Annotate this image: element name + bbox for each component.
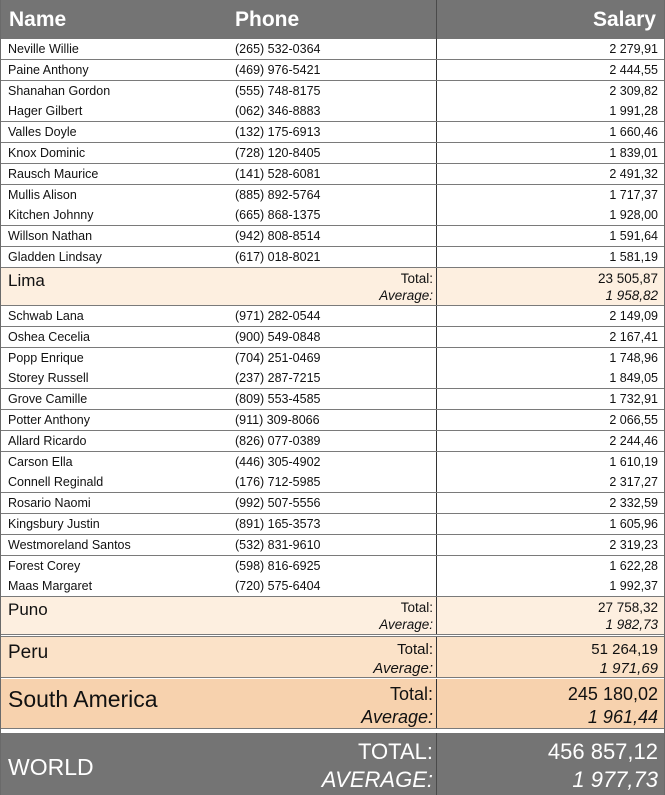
table-row bbox=[1, 535, 664, 556]
phone-cell[interactable]: (176) 712-5985 bbox=[235, 475, 321, 490]
salary-cell[interactable]: 2 309,82 bbox=[436, 81, 664, 101]
city-subtotal-row bbox=[1, 268, 664, 306]
salary-cell[interactable]: 2 167,41 bbox=[436, 327, 664, 347]
salary-cell[interactable]: 1 622,28 bbox=[436, 556, 664, 576]
name-cell[interactable]: Storey Russell bbox=[8, 371, 89, 386]
phone-cell[interactable]: (891) 165-3573 bbox=[235, 517, 321, 531]
name-cell[interactable]: Forest Corey bbox=[8, 558, 81, 573]
country-total-label: Total: bbox=[397, 641, 433, 658]
name-cell[interactable]: Schwab Lana bbox=[8, 309, 84, 323]
salary-cell[interactable]: 1 605,96 bbox=[436, 514, 664, 534]
salary-cell[interactable]: 1 849,05 bbox=[436, 368, 664, 388]
phone-cell[interactable]: (665) 868-1375 bbox=[235, 208, 321, 223]
salary-cell[interactable]: 1 610,19 bbox=[436, 452, 664, 472]
country-average-label: Average: bbox=[373, 660, 433, 677]
phone-cell[interactable]: (265) 532-0364 bbox=[235, 42, 321, 56]
phone-cell[interactable]: (141) 528-6081 bbox=[235, 166, 321, 181]
salary-cell[interactable]: 2 491,32 bbox=[436, 164, 664, 184]
city-values bbox=[436, 597, 664, 634]
column-header-salary[interactable]: Salary bbox=[436, 0, 664, 39]
table-row bbox=[1, 576, 664, 597]
name-cell[interactable]: Rausch Maurice bbox=[8, 166, 99, 181]
name-cell[interactable]: Knox Dominic bbox=[8, 146, 86, 160]
phone-cell[interactable]: (992) 507-5556 bbox=[235, 496, 321, 511]
city-subtotal-row bbox=[1, 597, 664, 635]
table-row bbox=[1, 514, 664, 535]
country-values bbox=[436, 637, 664, 677]
name-cell[interactable]: Popp Enrique bbox=[8, 350, 84, 365]
phone-cell[interactable]: (532) 831-9610 bbox=[235, 537, 321, 552]
salary-cell[interactable]: 2 317,27 bbox=[436, 472, 664, 492]
table-row bbox=[1, 389, 664, 410]
name-cell[interactable]: Grove Camille bbox=[8, 392, 88, 407]
salary-cell[interactable]: 1 581,19 bbox=[436, 247, 664, 267]
country-total-value: 51 264,19 bbox=[591, 641, 658, 658]
country-average-value: 1 971,69 bbox=[599, 660, 658, 677]
name-cell[interactable]: Potter Anthony bbox=[8, 413, 91, 427]
phone-cell[interactable]: (062) 346-8883 bbox=[235, 104, 321, 119]
city-total-label: Total: bbox=[400, 271, 433, 286]
salary-cell[interactable]: 1 992,37 bbox=[436, 576, 664, 596]
table-row bbox=[1, 431, 664, 452]
phone-cell[interactable]: (911) 309-8066 bbox=[235, 413, 320, 427]
table-row bbox=[1, 556, 664, 577]
world-total-value: 456 857,12 bbox=[547, 739, 658, 764]
continent-values bbox=[436, 679, 664, 728]
salary-cell[interactable]: 1 732,91 bbox=[436, 389, 664, 409]
city-average-label: Average: bbox=[379, 617, 433, 632]
table-row bbox=[1, 185, 664, 206]
salary-cell[interactable]: 2 279,91 bbox=[436, 39, 664, 59]
name-cell[interactable]: Gladden Lindsay bbox=[8, 250, 102, 264]
name-cell[interactable]: Valles Doyle bbox=[8, 125, 77, 140]
salary-cell[interactable]: 1 928,00 bbox=[436, 205, 664, 225]
phone-cell[interactable]: (237) 287-7215 bbox=[235, 371, 321, 386]
table-row bbox=[1, 452, 664, 473]
name-cell[interactable]: Carson Ella bbox=[8, 454, 73, 469]
world-values bbox=[436, 733, 664, 795]
salary-cell[interactable]: 1 748,96 bbox=[436, 348, 664, 368]
phone-cell[interactable]: (809) 553-4585 bbox=[235, 392, 321, 407]
continent-subtotal-row bbox=[1, 679, 664, 729]
table-row bbox=[1, 493, 664, 514]
world-average-value: 1 977,73 bbox=[572, 767, 658, 792]
name-cell[interactable]: Kingsbury Justin bbox=[8, 517, 100, 531]
city-label: Puno bbox=[8, 600, 48, 619]
phone-cell[interactable]: (826) 077-0389 bbox=[235, 433, 321, 448]
column-header-name[interactable]: Name bbox=[9, 8, 67, 31]
table-row bbox=[1, 472, 664, 493]
city-average-label: Average: bbox=[379, 288, 433, 303]
table-row bbox=[1, 60, 664, 81]
column-header-phone[interactable]: Phone bbox=[235, 8, 300, 31]
table-row bbox=[1, 81, 664, 102]
table-row bbox=[1, 164, 664, 185]
name-cell[interactable]: Hager Gilbert bbox=[8, 104, 83, 119]
country-subtotal-row bbox=[1, 636, 664, 678]
continent-total-value: 245 180,02 bbox=[567, 684, 658, 704]
name-cell[interactable]: Westmoreland Santos bbox=[8, 537, 131, 552]
table-row bbox=[1, 143, 664, 164]
salary-cell[interactable]: 2 332,59 bbox=[436, 493, 664, 513]
phone-cell[interactable]: (720) 575-6404 bbox=[235, 579, 321, 594]
table-header bbox=[1, 0, 664, 39]
name-cell[interactable]: Rosario Naomi bbox=[8, 496, 91, 511]
name-cell[interactable]: Shanahan Gordon bbox=[8, 83, 111, 98]
name-cell[interactable]: Oshea Cecelia bbox=[8, 329, 90, 344]
world-total-label: TOTAL: bbox=[358, 739, 433, 764]
table-row bbox=[1, 122, 664, 143]
table-row bbox=[1, 368, 664, 389]
world-total-row bbox=[1, 733, 664, 795]
city-total-value: 27 758,32 bbox=[597, 600, 658, 615]
name-cell[interactable]: Paine Anthony bbox=[8, 62, 89, 77]
table-row bbox=[1, 226, 664, 247]
name-cell[interactable]: Connell Reginald bbox=[8, 475, 104, 490]
table-row bbox=[1, 101, 664, 122]
salary-cell[interactable]: 1 991,28 bbox=[436, 101, 664, 121]
table-row bbox=[1, 205, 664, 226]
salary-cell[interactable]: 1 717,37 bbox=[436, 185, 664, 205]
salary-cell[interactable]: 1 839,01 bbox=[436, 143, 664, 163]
name-cell[interactable]: Mullis Alison bbox=[8, 187, 77, 202]
country-label: Peru bbox=[8, 642, 49, 663]
salary-cell[interactable]: 2 149,09 bbox=[436, 306, 664, 326]
continent-average-value: 1 961,44 bbox=[587, 707, 658, 727]
city-total-value: 23 505,87 bbox=[597, 271, 658, 286]
continent-average-label: Average: bbox=[361, 707, 433, 727]
world-label: WORLD bbox=[8, 754, 94, 780]
phone-cell[interactable]: (598) 816-6925 bbox=[235, 558, 321, 573]
salary-cell[interactable]: 1 591,64 bbox=[436, 226, 664, 246]
table-row bbox=[1, 306, 664, 327]
city-values bbox=[436, 268, 664, 305]
city-average-value: 1 958,82 bbox=[605, 288, 658, 303]
table-row bbox=[1, 247, 664, 268]
name-cell[interactable]: Willson Nathan bbox=[8, 229, 93, 244]
phone-cell[interactable]: (900) 549-0848 bbox=[235, 329, 321, 344]
table-row bbox=[1, 348, 664, 369]
phone-cell[interactable]: (132) 175-6913 bbox=[235, 125, 321, 140]
city-total-label: Total: bbox=[400, 600, 433, 615]
phone-cell[interactable]: (446) 305-4902 bbox=[235, 454, 321, 469]
phone-cell[interactable]: (617) 018-8021 bbox=[235, 250, 321, 264]
phone-cell[interactable]: (728) 120-8405 bbox=[235, 146, 321, 160]
phone-cell[interactable]: (885) 892-5764 bbox=[235, 187, 321, 202]
table-row bbox=[1, 410, 664, 431]
phone-cell[interactable]: (469) 976-5421 bbox=[235, 62, 321, 77]
salary-cell[interactable]: 2 244,46 bbox=[436, 431, 664, 451]
continent-label: South America bbox=[8, 686, 158, 712]
world-average-label: AVERAGE: bbox=[321, 767, 433, 792]
name-cell[interactable]: Kitchen Johnny bbox=[8, 208, 94, 223]
name-cell[interactable]: Maas Margaret bbox=[8, 579, 93, 594]
table-row bbox=[1, 327, 664, 348]
name-cell[interactable]: Allard Ricardo bbox=[8, 433, 87, 448]
salary-cell[interactable]: 2 319,23 bbox=[436, 535, 664, 555]
phone-cell[interactable]: (555) 748-8175 bbox=[235, 83, 321, 98]
continent-total-label: Total: bbox=[389, 684, 433, 704]
city-label: Lima bbox=[8, 271, 45, 290]
table-row bbox=[1, 39, 664, 60]
phone-cell[interactable]: (942) 808-8514 bbox=[235, 229, 321, 244]
name-cell[interactable]: Neville Willie bbox=[8, 42, 79, 56]
phone-cell[interactable]: (971) 282-0544 bbox=[235, 309, 321, 323]
salary-cell[interactable]: 1 660,46 bbox=[436, 122, 664, 142]
salary-cell[interactable]: 2 444,55 bbox=[436, 60, 664, 80]
phone-cell[interactable]: (704) 251-0469 bbox=[235, 350, 321, 365]
salary-cell[interactable]: 2 066,55 bbox=[436, 410, 664, 430]
city-average-value: 1 982,73 bbox=[605, 617, 658, 632]
